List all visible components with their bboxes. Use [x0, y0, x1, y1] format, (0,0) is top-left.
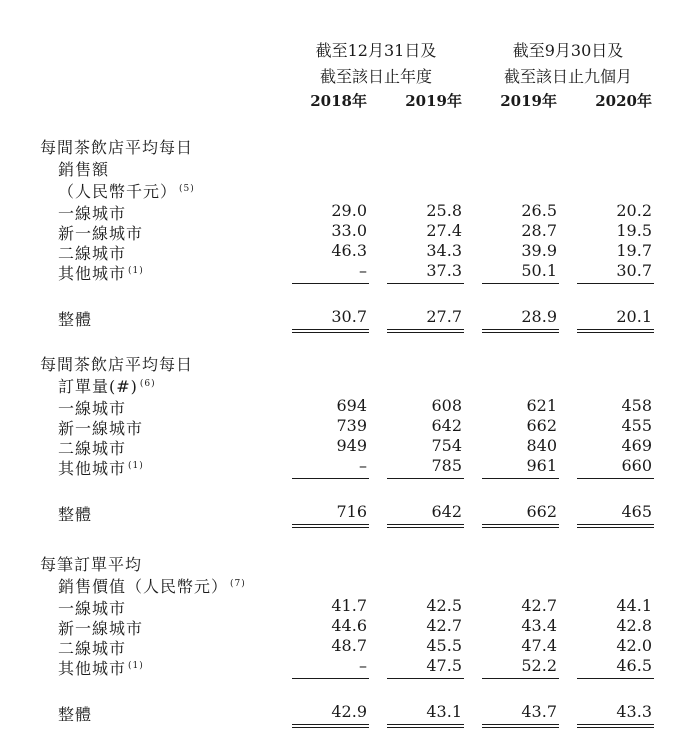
- header-year-4: 2020年: [595, 92, 652, 110]
- row-label-text: 一線城市: [58, 599, 127, 618]
- cell-value: 46.3: [331, 241, 367, 260]
- cell-value: 44.6: [331, 616, 367, 635]
- total-value: 642: [431, 502, 462, 521]
- row-label-text: 其他城市: [58, 659, 127, 678]
- subtotal-rule: [482, 678, 559, 679]
- cell-value: 754: [431, 436, 462, 455]
- footnote-marker: (1): [128, 460, 144, 471]
- cell-value: –: [359, 456, 367, 475]
- total-value: 465: [621, 502, 652, 521]
- cell-value: 41.7: [331, 596, 367, 615]
- total-double-rule: [387, 329, 464, 333]
- section-title-text: 每間茶飲店平均每日: [40, 355, 194, 374]
- subtotal-rule: [292, 478, 369, 479]
- cell-value: 42.0: [616, 636, 652, 655]
- total-value: 716: [336, 502, 367, 521]
- subtotal-rule: [387, 678, 464, 679]
- section-title-text: 銷售額: [58, 160, 110, 179]
- header-group2-line2: 截至該日止九個月: [503, 67, 632, 86]
- cell-value: 27.4: [426, 221, 462, 240]
- total-double-rule: [482, 724, 559, 728]
- cell-value: 30.7: [616, 261, 652, 280]
- cell-value: 29.0: [331, 201, 367, 220]
- total-double-rule: [292, 329, 369, 333]
- total-value: 42.9: [331, 702, 367, 721]
- cell-value: 47.5: [426, 656, 462, 675]
- header-year-1: 2018年: [310, 92, 367, 110]
- header-year-2: 2019年: [405, 92, 462, 110]
- row-label: [58, 656, 144, 679]
- cell-value: 34.3: [426, 241, 462, 260]
- section-title-text: 每間茶飲店平均每日: [40, 138, 194, 157]
- subtotal-rule: [577, 283, 654, 284]
- header-year-3: 2019年: [500, 92, 557, 110]
- section-title-line: [58, 157, 109, 180]
- subtotal-rule: [387, 478, 464, 479]
- row-label: [58, 261, 144, 284]
- row-label-text: 一線城市: [58, 204, 127, 223]
- total-value: 662: [526, 502, 557, 521]
- total-double-rule: [577, 524, 654, 528]
- cell-value: 961: [526, 456, 557, 475]
- cell-value: 621: [526, 396, 557, 415]
- subtotal-rule: [387, 283, 464, 284]
- cell-value: 19.5: [616, 221, 652, 240]
- cell-value: 45.5: [426, 636, 462, 655]
- row-label-text: 其他城市: [58, 264, 127, 283]
- header-group2-line1: 截至9月30日及: [512, 41, 624, 60]
- total-double-rule: [387, 524, 464, 528]
- cell-value: –: [359, 656, 367, 675]
- footnote-marker: (5): [179, 183, 195, 194]
- subtotal-rule: [292, 283, 369, 284]
- total-value: 43.1: [426, 702, 462, 721]
- cell-value: 47.4: [521, 636, 557, 655]
- section-title-text: 每筆訂單平均: [40, 555, 143, 574]
- cell-value: 42.7: [426, 616, 462, 635]
- total-label: 整體: [58, 705, 93, 724]
- section-title-line: [58, 374, 156, 397]
- cell-value: 28.7: [521, 221, 557, 240]
- cell-value: 50.1: [521, 261, 557, 280]
- footnote-marker: (6): [139, 378, 156, 389]
- section-title-line: [40, 135, 193, 158]
- total-value: 30.7: [331, 307, 367, 326]
- subtotal-rule: [482, 283, 559, 284]
- section-title-line: [58, 574, 246, 597]
- cell-value: 42.8: [616, 616, 652, 635]
- cell-value: 42.5: [426, 596, 462, 615]
- section-title-text: （人民幣千元）: [58, 182, 178, 201]
- cell-value: 43.4: [521, 616, 557, 635]
- row-label-text: 二線城市: [58, 244, 127, 263]
- cell-value: 39.9: [521, 241, 557, 260]
- section-title-line: [40, 352, 193, 375]
- total-value: 28.9: [521, 307, 557, 326]
- header-group1-line2: 截至該日止年度: [319, 67, 432, 86]
- total-double-rule: [292, 724, 369, 728]
- subtotal-rule: [577, 678, 654, 679]
- cell-value: 785: [431, 456, 462, 475]
- total-label: 整體: [58, 505, 93, 524]
- total-double-rule: [387, 724, 464, 728]
- total-value: 27.7: [426, 307, 462, 326]
- cell-value: 739: [336, 416, 367, 435]
- subtotal-rule: [577, 478, 654, 479]
- cell-value: 25.8: [426, 201, 462, 220]
- footnote-marker: (7): [230, 578, 246, 589]
- row-label-text: 二線城市: [58, 439, 127, 458]
- row-label-text: 二線城市: [58, 639, 127, 658]
- cell-value: 46.5: [616, 656, 652, 675]
- cell-value: 33.0: [331, 221, 367, 240]
- total-label: 整體: [58, 310, 93, 329]
- cell-value: 48.7: [331, 636, 367, 655]
- footnote-marker: (1): [128, 660, 144, 671]
- row-label-text: 一線城市: [58, 399, 127, 418]
- cell-value: 662: [526, 416, 557, 435]
- cell-value: 660: [621, 456, 652, 475]
- subtotal-rule: [292, 678, 369, 679]
- row-label: [58, 456, 144, 479]
- cell-value: 608: [431, 396, 462, 415]
- total-value: 20.1: [616, 307, 652, 326]
- cell-value: 20.2: [616, 201, 652, 220]
- cell-value: 52.2: [521, 656, 557, 675]
- total-value: 43.7: [521, 702, 557, 721]
- section-title-text: 訂單量(#): [58, 377, 138, 396]
- total-double-rule: [577, 724, 654, 728]
- cell-value: 26.5: [521, 201, 557, 220]
- cell-value: 694: [336, 396, 367, 415]
- cell-value: –: [359, 261, 367, 280]
- row-label-text: 其他城市: [58, 459, 127, 478]
- total-double-rule: [577, 329, 654, 333]
- total-double-rule: [482, 524, 559, 528]
- cell-value: 455: [621, 416, 652, 435]
- total-value: 43.3: [616, 702, 652, 721]
- cell-value: 469: [621, 436, 652, 455]
- cell-value: 840: [526, 436, 557, 455]
- row-label-text: 新一線城市: [58, 419, 144, 438]
- total-double-rule: [482, 329, 559, 333]
- subtotal-rule: [482, 478, 559, 479]
- footnote-marker: (1): [128, 265, 144, 276]
- cell-value: 42.7: [521, 596, 557, 615]
- cell-value: 458: [621, 396, 652, 415]
- cell-value: 642: [431, 416, 462, 435]
- total-double-rule: [292, 524, 369, 528]
- row-label-text: 新一線城市: [58, 619, 144, 638]
- section-title-line: [58, 179, 195, 202]
- cell-value: 37.3: [426, 261, 462, 280]
- section-title-text: 銷售價值（人民幣元）: [58, 577, 229, 596]
- section-title-line: [40, 552, 142, 575]
- cell-value: 949: [336, 436, 367, 455]
- cell-value: 44.1: [616, 596, 652, 615]
- cell-value: 19.7: [616, 241, 652, 260]
- row-label-text: 新一線城市: [58, 224, 144, 243]
- header-group1-line1: 截至12月31日及: [315, 41, 437, 60]
